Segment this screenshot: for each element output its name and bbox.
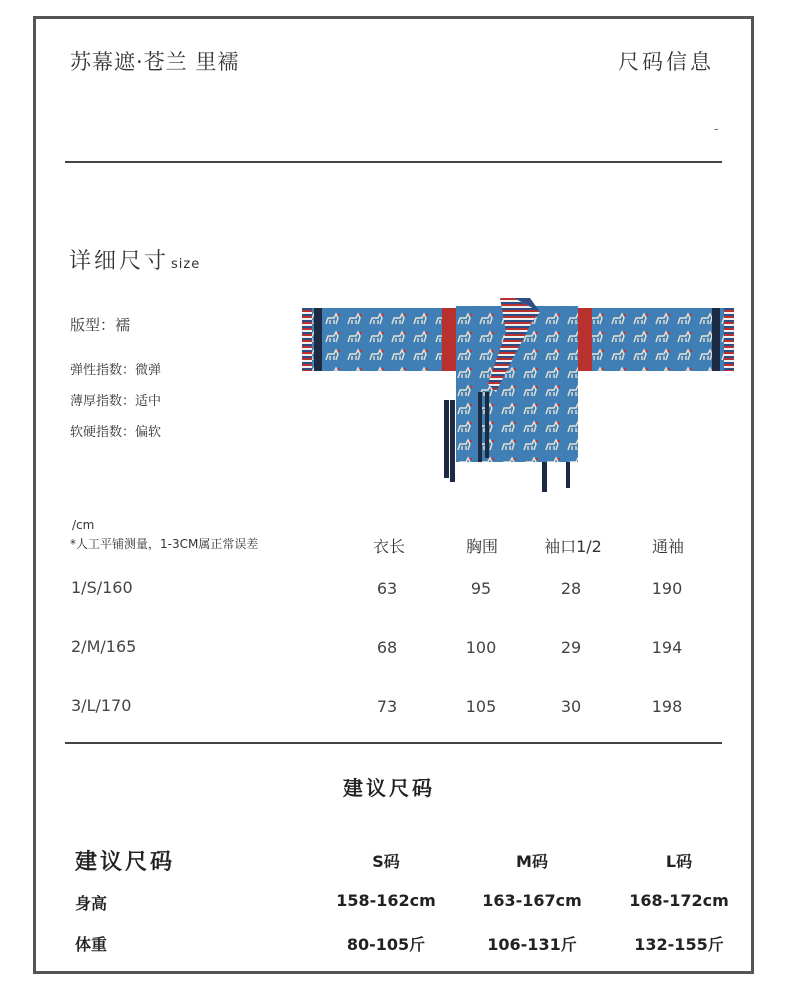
rec-col-m: M码	[516, 852, 548, 871]
header-divider	[65, 161, 722, 163]
rec-col-l: L码	[665, 852, 693, 871]
table-cell: 68	[376, 638, 398, 657]
detail-heading-text: 详细尺寸	[69, 249, 170, 274]
rec-col-s: S码	[372, 852, 400, 871]
thickness-prop: 薄厚指数：适中	[70, 394, 162, 409]
table-cell: 29	[560, 638, 582, 657]
col-header-length: 衣长	[372, 537, 405, 556]
table-cell: 194	[651, 638, 683, 657]
table-cell: 95	[470, 579, 492, 598]
table-cell: 158-162cm	[336, 891, 436, 910]
size-row-label: 2/M/165	[71, 637, 137, 656]
col-header-chest: 胸围	[465, 537, 498, 556]
recommend-center-title: 建议尺码	[343, 776, 435, 800]
recommend-left-title: 建议尺码	[75, 850, 176, 875]
product-name: 苏幕遮·苍兰 里襦	[70, 50, 240, 74]
table-cell: 80-105斤	[346, 935, 426, 954]
table-cell: 105	[465, 697, 497, 716]
measure-note: *人工平铺测量，1-3CM属正常误差	[70, 537, 259, 551]
table-cell: 163-167cm	[482, 891, 582, 910]
unit-label: /cm	[72, 518, 95, 532]
table-cell: 198	[651, 697, 683, 716]
rec-row-label-height: 身高	[75, 894, 108, 913]
rec-row-label-weight: 体重	[75, 935, 108, 954]
elasticity-prop: 弹性指数：微弹	[70, 363, 162, 378]
table-cell: 30	[560, 697, 582, 716]
right-sleeve	[578, 308, 732, 371]
garment-image	[300, 292, 736, 498]
softness-prop: 软硬指数：偏软	[70, 425, 162, 440]
size-row-label: 3/L/170	[71, 696, 132, 715]
table-cell: 73	[376, 697, 398, 716]
size-row-label: 1/S/160	[71, 578, 133, 597]
col-header-cuff: 袖口1/2	[544, 537, 602, 556]
section-title: 尺码信息	[618, 50, 714, 74]
left-sleeve	[304, 308, 462, 371]
table-divider	[65, 742, 722, 744]
style-line: 版型：襦	[70, 316, 131, 334]
table-cell: 168-172cm	[629, 891, 729, 910]
table-cell: 132-155斤	[634, 935, 724, 954]
table-cell: 190	[651, 579, 683, 598]
detail-heading-sub: size	[171, 257, 201, 272]
col-header-sleeve-span: 通袖	[651, 537, 684, 556]
header-dash: -	[714, 122, 719, 137]
table-cell: 63	[376, 579, 398, 598]
table-cell: 28	[560, 579, 582, 598]
detail-heading	[69, 244, 200, 275]
table-cell: 106-131斤	[487, 935, 577, 954]
table-cell: 100	[465, 638, 497, 657]
